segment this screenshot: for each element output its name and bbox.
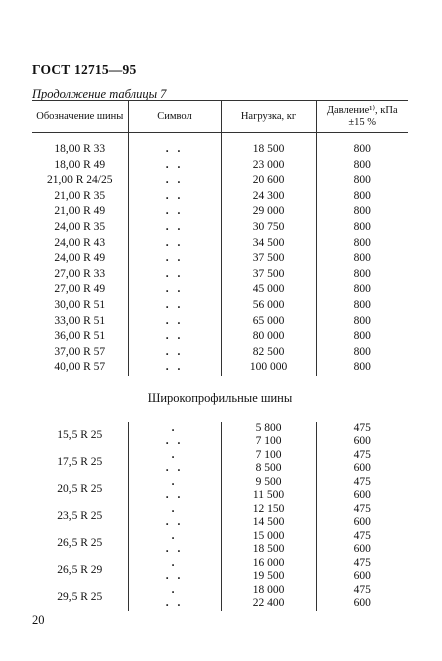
tire-designation: 24,00 R 43 bbox=[32, 236, 128, 252]
tire-designation: 21,00 R 24/25 bbox=[32, 173, 128, 189]
pressure-value-2: 600 bbox=[353, 489, 371, 502]
symbol-value-1: . bbox=[171, 557, 178, 570]
pressure-value-2: 600 bbox=[353, 462, 371, 475]
load-cell: 29 000 bbox=[221, 204, 316, 220]
load-value-1: 9 500 bbox=[255, 476, 282, 489]
tire-designation: 26,5 R 29 bbox=[32, 557, 128, 584]
load-cell bbox=[221, 449, 316, 476]
document-header: ГОСТ 12715—95 bbox=[32, 62, 137, 77]
load-cell: 37 500 bbox=[221, 267, 316, 283]
pressure-cell bbox=[316, 584, 408, 611]
symbol-value-2: . . bbox=[165, 462, 184, 475]
load-value-1: 18 000 bbox=[252, 584, 285, 597]
table-body bbox=[32, 133, 408, 611]
symbol-cell bbox=[128, 530, 221, 557]
tire-designation: 30,00 R 51 bbox=[32, 298, 128, 314]
spacer-row bbox=[32, 133, 408, 143]
pressure-value-1: 475 bbox=[353, 449, 371, 462]
pressure-value-1: 475 bbox=[353, 530, 371, 543]
symbol-cell: . . bbox=[128, 158, 221, 174]
column-header-load: Нагрузка, кг bbox=[221, 101, 316, 133]
pressure-value-1: 475 bbox=[353, 422, 371, 435]
load-value-1: 16 000 bbox=[252, 557, 285, 570]
table-row bbox=[32, 251, 408, 267]
symbol-cell bbox=[128, 584, 221, 611]
tire-designation: 29,5 R 25 bbox=[32, 584, 128, 611]
table-row bbox=[32, 476, 408, 503]
table-row bbox=[32, 329, 408, 345]
pressure-cell: 800 bbox=[316, 158, 408, 174]
load-value-1: 7 100 bbox=[255, 449, 282, 462]
column-header-pressure: Давление¹⁾, кПа ±15 % bbox=[316, 101, 408, 133]
table-row bbox=[32, 360, 408, 376]
table-continuation-caption: Продолжение таблицы 7 bbox=[32, 87, 167, 101]
tire-designation: 18,00 R 33 bbox=[32, 142, 128, 158]
table-row bbox=[32, 236, 408, 252]
load-cell: 24 300 bbox=[221, 189, 316, 205]
tire-designation: 36,00 R 51 bbox=[32, 329, 128, 345]
table-row bbox=[32, 503, 408, 530]
pressure-cell: 800 bbox=[316, 204, 408, 220]
spacer-cell bbox=[221, 133, 316, 143]
pressure-cell bbox=[316, 503, 408, 530]
load-cell: 20 600 bbox=[221, 173, 316, 189]
pressure-cell bbox=[316, 422, 408, 449]
symbol-value-2: . . bbox=[165, 435, 184, 448]
spacer-cell bbox=[32, 133, 128, 143]
symbol-cell: . . bbox=[128, 220, 221, 236]
tire-designation: 26,5 R 25 bbox=[32, 530, 128, 557]
symbol-cell: . . bbox=[128, 329, 221, 345]
tire-load-table bbox=[32, 100, 408, 611]
symbol-value-2: . . bbox=[165, 570, 184, 583]
column-header-tire: Обозначение шины bbox=[32, 101, 128, 133]
pressure-cell bbox=[316, 557, 408, 584]
symbol-cell: . . bbox=[128, 298, 221, 314]
tire-designation: 33,00 R 51 bbox=[32, 314, 128, 330]
symbol-value-1: . bbox=[171, 422, 178, 435]
load-cell bbox=[221, 503, 316, 530]
load-cell: 30 750 bbox=[221, 220, 316, 236]
load-cell: 18 500 bbox=[221, 142, 316, 158]
table-row bbox=[32, 189, 408, 205]
pressure-value-1: 475 bbox=[353, 584, 371, 597]
pressure-cell: 800 bbox=[316, 345, 408, 361]
table-row bbox=[32, 449, 408, 476]
pressure-value-2: 600 bbox=[353, 543, 371, 556]
load-cell: 65 000 bbox=[221, 314, 316, 330]
table-row bbox=[32, 298, 408, 314]
load-value-2: 8 500 bbox=[255, 462, 282, 475]
symbol-value-2: . . bbox=[165, 489, 184, 502]
spacer-cell bbox=[316, 133, 408, 143]
table-row bbox=[32, 142, 408, 158]
pressure-cell bbox=[316, 449, 408, 476]
load-cell: 100 000 bbox=[221, 360, 316, 376]
section-title: Широкопрофильные шины bbox=[147, 391, 293, 406]
load-value-2: 18 500 bbox=[252, 543, 285, 556]
symbol-cell: . . bbox=[128, 173, 221, 189]
column-header-symbol: Символ bbox=[128, 101, 221, 133]
symbol-value-1: . bbox=[171, 476, 178, 489]
table-row bbox=[32, 204, 408, 220]
pressure-cell: 800 bbox=[316, 251, 408, 267]
load-value-2: 7 100 bbox=[255, 435, 282, 448]
symbol-value-1: . bbox=[171, 584, 178, 597]
symbol-cell bbox=[128, 476, 221, 503]
pressure-cell: 800 bbox=[316, 282, 408, 298]
tire-designation: 20,5 R 25 bbox=[32, 476, 128, 503]
symbol-cell: . . bbox=[128, 360, 221, 376]
load-cell: 37 500 bbox=[221, 251, 316, 267]
load-cell: 23 000 bbox=[221, 158, 316, 174]
symbol-value-2: . . bbox=[165, 597, 184, 610]
load-value-1: 12 150 bbox=[252, 503, 285, 516]
pressure-cell: 800 bbox=[316, 267, 408, 283]
load-cell: 80 000 bbox=[221, 329, 316, 345]
pressure-value-1: 475 bbox=[353, 557, 371, 570]
load-value-2: 14 500 bbox=[252, 516, 285, 529]
pressure-cell bbox=[316, 476, 408, 503]
table-row bbox=[32, 345, 408, 361]
tire-designation: 15,5 R 25 bbox=[32, 422, 128, 449]
table-row bbox=[32, 158, 408, 174]
symbol-cell bbox=[128, 422, 221, 449]
tire-designation: 27,00 R 33 bbox=[32, 267, 128, 283]
symbol-cell: . . bbox=[128, 345, 221, 361]
table-row bbox=[32, 557, 408, 584]
symbol-value-1: . bbox=[171, 530, 178, 543]
load-cell: 45 000 bbox=[221, 282, 316, 298]
symbol-cell: . . bbox=[128, 282, 221, 298]
table-row bbox=[32, 282, 408, 298]
tire-designation: 21,00 R 49 bbox=[32, 204, 128, 220]
symbol-cell: . . bbox=[128, 267, 221, 283]
load-cell bbox=[221, 584, 316, 611]
table-row bbox=[32, 173, 408, 189]
pressure-cell: 800 bbox=[316, 314, 408, 330]
load-cell bbox=[221, 476, 316, 503]
table-header-row bbox=[32, 101, 408, 133]
section-row bbox=[32, 376, 408, 422]
symbol-cell bbox=[128, 557, 221, 584]
symbol-cell: . . bbox=[128, 251, 221, 267]
spacer-cell bbox=[128, 133, 221, 143]
pressure-value-2: 600 bbox=[353, 516, 371, 529]
tire-designation: 18,00 R 49 bbox=[32, 158, 128, 174]
tire-designation: 23,5 R 25 bbox=[32, 503, 128, 530]
tire-designation: 37,00 R 57 bbox=[32, 345, 128, 361]
load-cell: 82 500 bbox=[221, 345, 316, 361]
pressure-cell bbox=[316, 530, 408, 557]
symbol-cell: . . bbox=[128, 204, 221, 220]
tire-designation: 21,00 R 35 bbox=[32, 189, 128, 205]
tire-designation: 24,00 R 49 bbox=[32, 251, 128, 267]
symbol-value-1: . bbox=[171, 449, 178, 462]
load-cell bbox=[221, 557, 316, 584]
load-cell: 56 000 bbox=[221, 298, 316, 314]
table-row bbox=[32, 530, 408, 557]
symbol-value-2: . . bbox=[165, 516, 184, 529]
load-value-2: 22 400 bbox=[252, 597, 285, 610]
symbol-cell bbox=[128, 449, 221, 476]
table-row bbox=[32, 220, 408, 236]
tire-designation: 24,00 R 35 bbox=[32, 220, 128, 236]
table-row bbox=[32, 314, 408, 330]
pressure-value-2: 600 bbox=[353, 597, 371, 610]
pressure-cell: 800 bbox=[316, 298, 408, 314]
symbol-value-1: . bbox=[171, 503, 178, 516]
pressure-cell: 800 bbox=[316, 220, 408, 236]
load-cell bbox=[221, 530, 316, 557]
load-cell: 34 500 bbox=[221, 236, 316, 252]
table-row bbox=[32, 584, 408, 611]
pressure-value-2: 600 bbox=[353, 570, 371, 583]
table-row bbox=[32, 267, 408, 283]
symbol-cell: . . bbox=[128, 236, 221, 252]
tire-designation: 27,00 R 49 bbox=[32, 282, 128, 298]
load-value-1: 5 800 bbox=[255, 422, 282, 435]
pressure-cell: 800 bbox=[316, 142, 408, 158]
pressure-value-2: 600 bbox=[353, 435, 371, 448]
tire-designation: 17,5 R 25 bbox=[32, 449, 128, 476]
symbol-cell bbox=[128, 503, 221, 530]
symbol-cell: . . bbox=[128, 314, 221, 330]
load-cell bbox=[221, 422, 316, 449]
load-value-2: 11 500 bbox=[252, 489, 285, 502]
pressure-value-1: 475 bbox=[353, 476, 371, 489]
symbol-cell: . . bbox=[128, 142, 221, 158]
pressure-cell: 800 bbox=[316, 236, 408, 252]
symbol-value-2: . . bbox=[165, 543, 184, 556]
tire-designation: 40,00 R 57 bbox=[32, 360, 128, 376]
pressure-cell: 800 bbox=[316, 189, 408, 205]
pressure-cell: 800 bbox=[316, 329, 408, 345]
page-number: 20 bbox=[32, 613, 45, 627]
load-value-2: 19 500 bbox=[252, 570, 285, 583]
pressure-cell: 800 bbox=[316, 173, 408, 189]
symbol-cell: . . bbox=[128, 189, 221, 205]
table-row bbox=[32, 422, 408, 449]
load-value-1: 15 000 bbox=[252, 530, 285, 543]
pressure-value-1: 475 bbox=[353, 503, 371, 516]
pressure-cell: 800 bbox=[316, 360, 408, 376]
